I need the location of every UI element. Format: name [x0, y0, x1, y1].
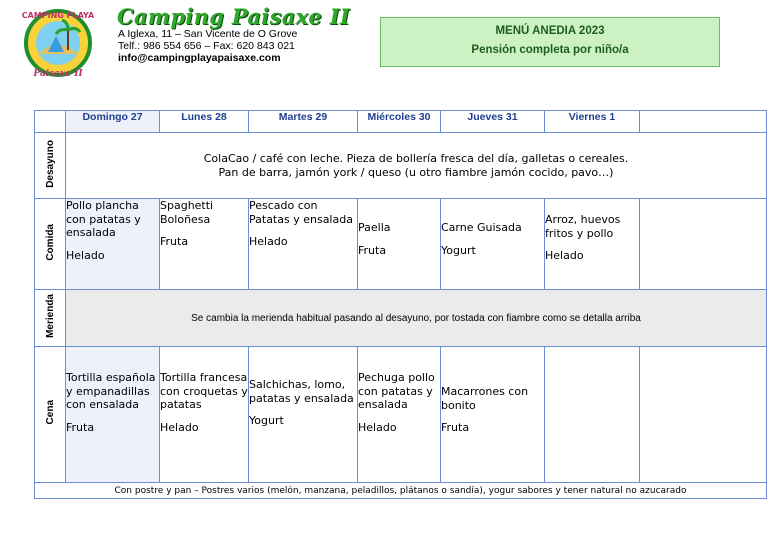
dish: Pechuga pollo con patatas y ensalada [358, 371, 435, 411]
day-header: Martes 29 [249, 111, 358, 133]
comida-row [35, 199, 767, 290]
merienda-row [35, 290, 767, 347]
dessert: Fruta [358, 243, 387, 257]
merienda-text: Se cambia la merienda habitual pasando al desayuno, por tostada con fiambre como se detalla arriba [191, 312, 641, 324]
menu-cell [249, 199, 358, 290]
dish: Tortilla española y empanadillas con ensalada [66, 371, 156, 411]
logo-text-top: CAMPING PLAYA [21, 11, 95, 20]
email: info@campingplayapaisaxe.com [118, 52, 281, 64]
brand-title: Camping Paisaxe II [117, 4, 350, 29]
desayuno-row [35, 133, 767, 199]
footer-row [35, 483, 767, 499]
menu-cell [441, 199, 545, 290]
meal-label-cell [35, 199, 66, 290]
cena-row [35, 347, 767, 483]
dish: Macarrones con bonito [441, 385, 529, 412]
meal-label-desayuno: Desayuno [44, 139, 56, 188]
dish: Arroz, huevos fritos y pollo [545, 213, 621, 240]
meal-label-cena: Cena [44, 400, 56, 425]
day-header: Domingo 27 [66, 111, 160, 133]
menu-title: MENÚ ANEDIA 2023 [495, 25, 605, 37]
logo-text-bottom: Paisaxe II [33, 69, 83, 79]
meal-label-cell [35, 133, 66, 199]
dessert: Helado [545, 249, 584, 262]
merienda-cell [66, 290, 767, 347]
meal-label-cell [35, 290, 66, 347]
dish: Carne Guisada [441, 221, 522, 234]
menu-cell [545, 199, 640, 290]
dish: Salchichas, lomo, patatas y ensalada [249, 378, 354, 405]
menu-cell [249, 347, 358, 483]
menu-table [34, 110, 767, 499]
meal-label-comida: Comida [44, 223, 56, 261]
dessert: Helado [160, 420, 199, 434]
menu-cell [66, 347, 160, 483]
dessert: Yogurt [249, 414, 284, 427]
dish: Pescado con Patatas y ensalada [249, 199, 353, 226]
dessert: Fruta [441, 421, 470, 434]
dessert: Yogurt [441, 243, 476, 257]
phone: Telf.: 986 554 656 – Fax: 620 843 021 [118, 40, 295, 52]
day-header: Miércoles 30 [358, 111, 441, 133]
dish: Pollo plancha con patatas y ensalada [66, 199, 141, 239]
menu-cell [640, 199, 767, 290]
days-header-row [35, 111, 767, 133]
dessert: Helado [66, 248, 105, 262]
dish: Spaghetti Boloñesa [160, 199, 214, 226]
menu-cell [160, 347, 249, 483]
menu-cell [160, 199, 249, 290]
address: A Iglexa, 11 – San Vicente de O Grove [118, 28, 298, 40]
menu-cell [358, 347, 441, 483]
menu-cell [66, 199, 160, 290]
desayuno-cell [66, 133, 767, 199]
desayuno-line-1: ColaCao / café con leche. Pieza de bollería fresca del día, galletas o cereales. [203, 151, 629, 165]
dessert: Helado [358, 420, 397, 434]
menu-title-box [380, 17, 720, 67]
dessert: Helado [249, 235, 288, 248]
dessert: Fruta [66, 420, 95, 434]
dish: Paella [358, 221, 391, 234]
day-header: Viernes 1 [545, 111, 640, 133]
meal-label-merienda: Merienda [44, 294, 56, 338]
menu-cell [358, 199, 441, 290]
brand-block [113, 6, 393, 64]
menu-subtitle: Pensión completa por niño/a [471, 44, 629, 56]
day-header: Lunes 28 [160, 111, 249, 133]
dish: Tortilla francesa con croquetas y patatas [160, 371, 248, 411]
dessert: Fruta [160, 235, 189, 248]
desayuno-line-2: Pan de barra, jamón york / queso (u otro fiambre jamón cocido, pavo…) [218, 165, 614, 179]
menu-cell [640, 347, 767, 483]
day-header: Jueves 31 [441, 111, 545, 133]
camping-logo [18, 6, 98, 80]
meal-label-cell [35, 347, 66, 483]
menu-cell [441, 347, 545, 483]
menu-cell [545, 347, 640, 483]
corner-cell [35, 111, 66, 133]
day-header [640, 111, 767, 133]
footer-note: Con postre y pan – Postres varios (melón, manzana, peladillos, plátanos o sandía), yogur sabores y tener natural no azucarado [35, 483, 767, 499]
